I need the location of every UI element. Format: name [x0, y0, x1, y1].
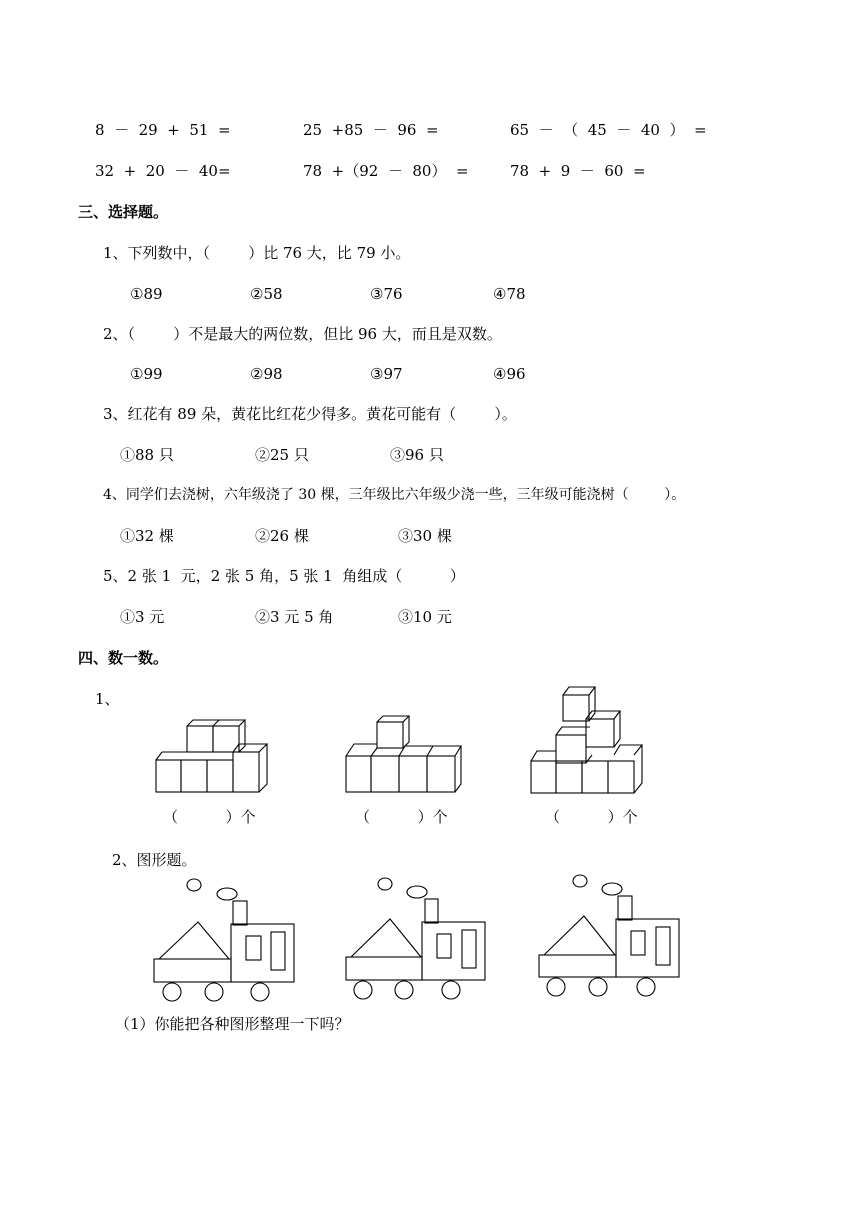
q1-option-1: ①89	[130, 285, 163, 303]
arith-r2-c1: 32 + 20 － 40=	[95, 162, 231, 180]
section4-q2-sub: （1）你能把各种图形整理一下吗？	[115, 1015, 350, 1033]
q1-option-2: ②58	[250, 285, 283, 303]
q3-text: 3、红花有 89 朵，黄花比红花少得多。黄花可能有（ ）。	[103, 405, 517, 423]
cube-figure-1	[155, 708, 275, 798]
arith-r1-c1: 8 － 29 + 51 =	[95, 121, 231, 139]
q3-option-2: ②25 只	[255, 446, 309, 464]
q5-option-2: ②3 元 5 角	[255, 608, 334, 626]
q2-option-2: ②98	[250, 365, 283, 383]
q2-text: 2、（ ）不是最大的两位数，但比 96 大，而且是双数。	[103, 325, 502, 343]
q5-option-1: ①3 元	[120, 608, 165, 626]
q5-text: 5、2 张 1 元，2 张 5 角，5 张 1 角组成（ ）	[103, 567, 465, 585]
cube-answer-2: （ ）个	[355, 808, 448, 826]
q3-option-1: ①88 只	[120, 446, 174, 464]
q1-option-3: ③76	[370, 285, 403, 303]
q1-option-4: ④78	[493, 285, 526, 303]
cube-figure-2	[345, 708, 465, 798]
arith-r1-c2: 25 +85 － 96 =	[303, 121, 439, 139]
cube-answer-1: （ ）个	[163, 808, 256, 826]
arith-r2-c3: 78 + 9 － 60 =	[510, 162, 646, 180]
q2-option-4: ④96	[493, 365, 526, 383]
arith-r2-c2: 78 +（92 － 80） =	[303, 162, 469, 180]
train-figure-1	[153, 876, 298, 1001]
q4-option-3: ③30 棵	[398, 527, 452, 545]
section4-q2-label: 2、图形题。	[112, 851, 197, 869]
train-figure-2	[345, 875, 490, 1000]
q2-option-3: ③97	[370, 365, 403, 383]
q3-option-3: ③96 只	[390, 446, 444, 464]
q4-option-2: ②26 棵	[255, 527, 309, 545]
arith-r1-c3: 65 － （ 45 － 40 ） =	[510, 121, 707, 139]
q5-option-3: ③10 元	[398, 608, 452, 626]
q2-option-1: ①99	[130, 365, 163, 383]
cube-figure-3	[530, 683, 650, 798]
q4-option-1: ①32 棵	[120, 527, 174, 545]
q1-text: 1、下列数中，（ ）比 76 大，比 79 小。	[103, 244, 411, 262]
section4-q1-label: 1、	[95, 690, 120, 708]
q4-text: 4、同学们去浇树，六年级浇了 30 棵，三年级比六年级少浇一些，三年级可能浇树（ ）。	[103, 487, 686, 503]
section3-title: 三、选择题。	[78, 203, 169, 221]
train-figure-3	[538, 872, 683, 997]
section4-title: 四、数一数。	[78, 649, 169, 667]
cube-answer-3: （ ）个	[545, 808, 638, 826]
